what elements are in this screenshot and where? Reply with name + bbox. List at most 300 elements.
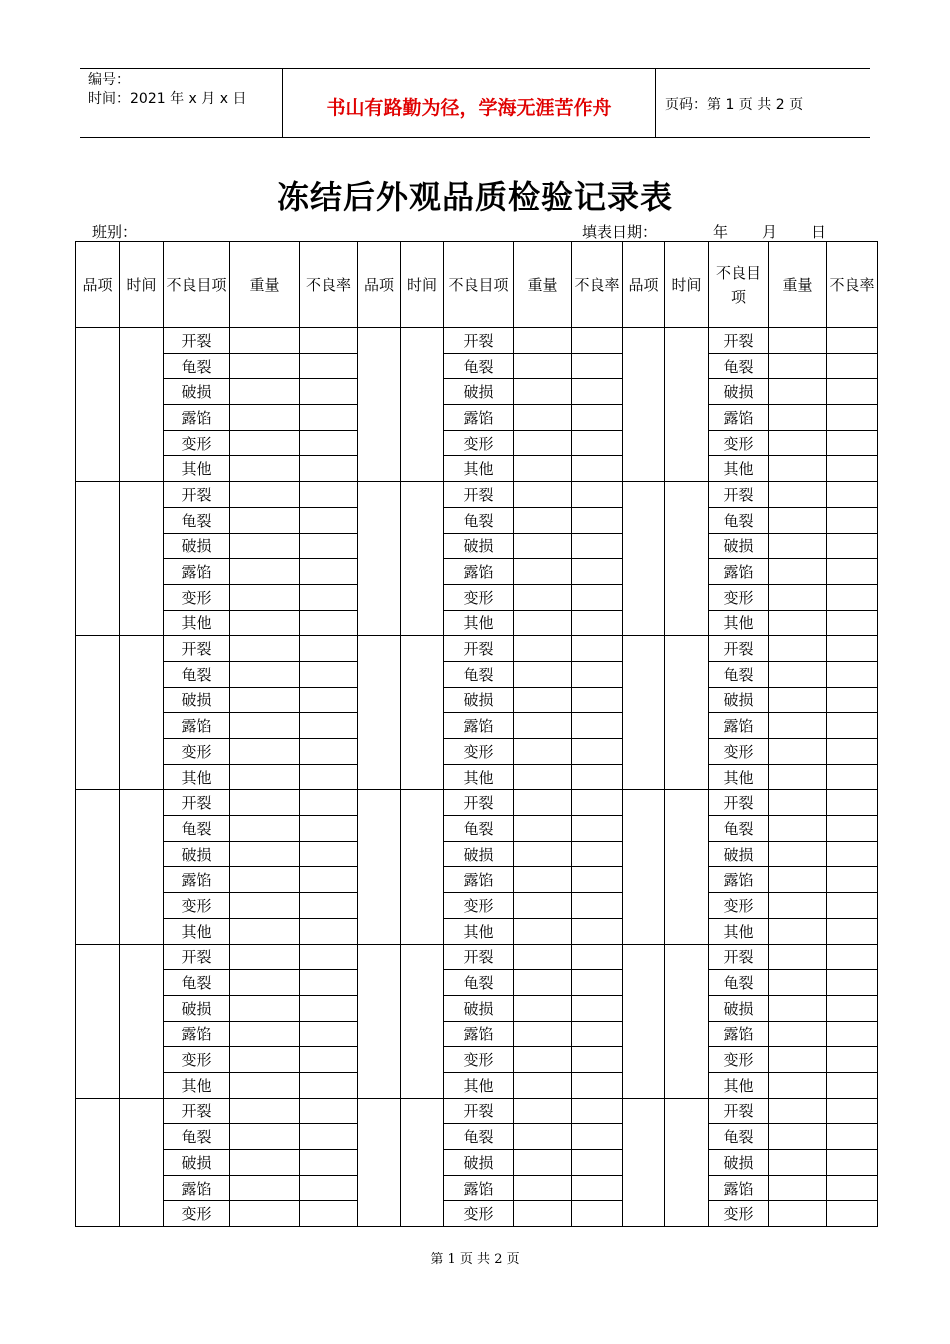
rate-cell[interactable] <box>572 482 623 508</box>
weight-cell[interactable] <box>230 816 300 842</box>
col-weight: 重量 <box>769 242 827 328</box>
weight-cell[interactable] <box>230 456 300 482</box>
weight-cell[interactable] <box>514 584 572 610</box>
time-cell[interactable] <box>665 328 709 482</box>
weight-cell[interactable] <box>769 1201 827 1227</box>
weight-cell[interactable] <box>514 405 572 431</box>
rate-cell[interactable] <box>827 893 878 919</box>
rate-cell[interactable] <box>572 353 623 379</box>
rate-cell[interactable] <box>572 1021 623 1047</box>
defect-label: 破损 <box>164 533 230 559</box>
weight-cell[interactable] <box>230 559 300 585</box>
weight-cell[interactable] <box>230 867 300 893</box>
weight-cell[interactable] <box>769 584 827 610</box>
defect-label: 其他 <box>444 918 514 944</box>
table-row <box>76 559 878 585</box>
rate-cell[interactable] <box>572 1175 623 1201</box>
rate-cell[interactable] <box>827 1201 878 1227</box>
time-cell[interactable] <box>401 1098 444 1226</box>
weight-cell[interactable] <box>514 482 572 508</box>
weight-cell[interactable] <box>769 1175 827 1201</box>
weight-cell[interactable] <box>769 328 827 354</box>
rate-cell[interactable] <box>572 764 623 790</box>
weight-cell[interactable] <box>514 790 572 816</box>
weight-cell[interactable] <box>230 790 300 816</box>
weight-cell[interactable] <box>769 867 827 893</box>
rate-cell[interactable] <box>572 584 623 610</box>
weight-cell[interactable] <box>514 661 572 687</box>
defect-label: 龟裂 <box>444 1124 514 1150</box>
item-cell[interactable] <box>623 790 665 944</box>
weight-cell[interactable] <box>230 1072 300 1098</box>
rate-cell[interactable] <box>300 610 358 636</box>
rate-cell[interactable] <box>572 970 623 996</box>
rate-cell[interactable] <box>827 918 878 944</box>
weight-cell[interactable] <box>230 764 300 790</box>
weight-cell[interactable] <box>769 661 827 687</box>
weight-cell[interactable] <box>514 1124 572 1150</box>
rate-cell[interactable] <box>572 918 623 944</box>
rate-cell[interactable] <box>827 1047 878 1073</box>
weight-cell[interactable] <box>514 739 572 765</box>
item-cell[interactable] <box>76 328 120 482</box>
rate-cell[interactable] <box>572 1201 623 1227</box>
time-cell[interactable] <box>120 944 164 1098</box>
rate-cell[interactable] <box>572 533 623 559</box>
table-row <box>76 739 878 765</box>
time-cell[interactable] <box>401 328 444 482</box>
table-row <box>76 584 878 610</box>
weight-cell[interactable] <box>769 507 827 533</box>
rate-cell[interactable] <box>827 559 878 585</box>
item-cell[interactable] <box>623 944 665 1098</box>
rate-cell[interactable] <box>572 687 623 713</box>
weight-cell[interactable] <box>514 1201 572 1227</box>
rate-cell[interactable] <box>300 1047 358 1073</box>
weight-cell[interactable] <box>514 1175 572 1201</box>
defect-label: 开裂 <box>709 328 769 354</box>
col-defect: 不良目项 <box>709 242 769 328</box>
col-time: 时间 <box>120 242 164 328</box>
item-cell[interactable] <box>76 1098 120 1226</box>
weight-cell[interactable] <box>769 739 827 765</box>
time-cell[interactable] <box>665 636 709 790</box>
rate-cell[interactable] <box>572 713 623 739</box>
rate-cell[interactable] <box>827 1150 878 1176</box>
weight-cell[interactable] <box>514 944 572 970</box>
weight-cell[interactable] <box>514 893 572 919</box>
rate-cell[interactable] <box>827 379 878 405</box>
weight-cell[interactable] <box>769 1124 827 1150</box>
col-time: 时间 <box>665 242 709 328</box>
rate-cell[interactable] <box>300 1098 358 1124</box>
time-cell[interactable] <box>401 482 444 636</box>
defect-label: 露馅 <box>164 1175 230 1201</box>
item-cell[interactable] <box>358 1098 401 1226</box>
weight-cell[interactable] <box>514 610 572 636</box>
rate-cell[interactable] <box>300 816 358 842</box>
weight-cell[interactable] <box>230 944 300 970</box>
rate-cell[interactable] <box>827 764 878 790</box>
table-row <box>76 430 878 456</box>
defect-label: 其他 <box>444 456 514 482</box>
rate-cell[interactable] <box>300 661 358 687</box>
weight-cell[interactable] <box>769 944 827 970</box>
weight-cell[interactable] <box>230 430 300 456</box>
rate-cell[interactable] <box>827 533 878 559</box>
rate-cell[interactable] <box>827 790 878 816</box>
weight-cell[interactable] <box>230 918 300 944</box>
defect-label: 破损 <box>444 533 514 559</box>
weight-cell[interactable] <box>230 353 300 379</box>
col-weight: 重量 <box>514 242 572 328</box>
defect-label: 开裂 <box>709 482 769 508</box>
weight-cell[interactable] <box>514 379 572 405</box>
rate-cell[interactable] <box>572 379 623 405</box>
weight-cell[interactable] <box>769 764 827 790</box>
rate-cell[interactable] <box>827 1021 878 1047</box>
rate-cell[interactable] <box>300 918 358 944</box>
weight-cell[interactable] <box>514 559 572 585</box>
rate-cell[interactable] <box>572 1072 623 1098</box>
time-cell[interactable] <box>665 1098 709 1226</box>
rate-cell[interactable] <box>572 559 623 585</box>
weight-cell[interactable] <box>514 507 572 533</box>
weight-cell[interactable] <box>230 328 300 354</box>
weight-cell[interactable] <box>514 687 572 713</box>
weight-cell[interactable] <box>769 1047 827 1073</box>
table-row <box>76 610 878 636</box>
weight-cell[interactable] <box>514 533 572 559</box>
time-cell[interactable] <box>401 636 444 790</box>
weight-cell[interactable] <box>230 713 300 739</box>
rate-cell[interactable] <box>300 405 358 431</box>
rate-cell[interactable] <box>827 1072 878 1098</box>
rate-cell[interactable] <box>300 430 358 456</box>
rate-cell[interactable] <box>572 944 623 970</box>
weight-cell[interactable] <box>769 995 827 1021</box>
rate-cell[interactable] <box>300 1175 358 1201</box>
rate-cell[interactable] <box>300 867 358 893</box>
rate-cell[interactable] <box>572 405 623 431</box>
rate-cell[interactable] <box>300 995 358 1021</box>
time-cell[interactable] <box>120 636 164 790</box>
rate-cell[interactable] <box>572 661 623 687</box>
table-row <box>76 893 878 919</box>
time-cell[interactable] <box>120 482 164 636</box>
time-cell[interactable] <box>665 482 709 636</box>
weight-cell[interactable] <box>769 1072 827 1098</box>
weight-cell[interactable] <box>769 379 827 405</box>
defect-label: 龟裂 <box>164 970 230 996</box>
item-cell[interactable] <box>76 944 120 1098</box>
rate-cell[interactable] <box>572 1098 623 1124</box>
weight-cell[interactable] <box>514 1047 572 1073</box>
rate-cell[interactable] <box>300 507 358 533</box>
time-cell[interactable] <box>401 790 444 944</box>
defect-label: 其他 <box>164 456 230 482</box>
weight-cell[interactable] <box>769 636 827 662</box>
defect-label: 其他 <box>164 918 230 944</box>
rate-cell[interactable] <box>827 507 878 533</box>
rate-cell[interactable] <box>300 1072 358 1098</box>
rate-cell[interactable] <box>572 1150 623 1176</box>
weight-cell[interactable] <box>230 1021 300 1047</box>
weight-cell[interactable] <box>514 764 572 790</box>
weight-cell[interactable] <box>769 482 827 508</box>
defect-label: 开裂 <box>444 790 514 816</box>
rate-cell[interactable] <box>300 944 358 970</box>
table-row <box>76 507 878 533</box>
rate-cell[interactable] <box>827 739 878 765</box>
weight-cell[interactable] <box>230 893 300 919</box>
defect-label: 变形 <box>709 584 769 610</box>
rate-cell[interactable] <box>300 1021 358 1047</box>
item-cell[interactable] <box>76 482 120 636</box>
rate-cell[interactable] <box>827 405 878 431</box>
rate-cell[interactable] <box>572 430 623 456</box>
table-row <box>76 1175 878 1201</box>
rate-cell[interactable] <box>827 482 878 508</box>
defect-label: 龟裂 <box>444 661 514 687</box>
item-cell[interactable] <box>358 790 401 944</box>
weight-cell[interactable] <box>769 1021 827 1047</box>
rate-cell[interactable] <box>572 1124 623 1150</box>
weight-cell[interactable] <box>769 713 827 739</box>
rate-cell[interactable] <box>827 456 878 482</box>
weight-cell[interactable] <box>230 995 300 1021</box>
col-time: 时间 <box>401 242 444 328</box>
rate-cell[interactable] <box>572 507 623 533</box>
rate-cell[interactable] <box>300 328 358 354</box>
rate-cell[interactable] <box>827 328 878 354</box>
defect-label: 露馅 <box>444 867 514 893</box>
weight-cell[interactable] <box>514 995 572 1021</box>
weight-cell[interactable] <box>230 1124 300 1150</box>
defect-label: 变形 <box>164 739 230 765</box>
weight-cell[interactable] <box>230 1047 300 1073</box>
rate-cell[interactable] <box>572 739 623 765</box>
weight-cell[interactable] <box>769 405 827 431</box>
rate-cell[interactable] <box>300 559 358 585</box>
item-cell[interactable] <box>623 328 665 482</box>
defect-label: 龟裂 <box>709 970 769 996</box>
weight-cell[interactable] <box>230 405 300 431</box>
rate-cell[interactable] <box>827 841 878 867</box>
col-item: 品项 <box>623 242 665 328</box>
rate-cell[interactable] <box>300 456 358 482</box>
defect-label: 露馅 <box>709 1021 769 1047</box>
defect-label: 龟裂 <box>444 816 514 842</box>
rate-cell[interactable] <box>300 533 358 559</box>
item-cell[interactable] <box>623 636 665 790</box>
weight-cell[interactable] <box>230 610 300 636</box>
defect-label: 龟裂 <box>444 353 514 379</box>
weight-cell[interactable] <box>769 841 827 867</box>
time-cell[interactable] <box>665 790 709 944</box>
weight-cell[interactable] <box>514 970 572 996</box>
rate-cell[interactable] <box>827 816 878 842</box>
defect-label: 龟裂 <box>709 507 769 533</box>
weight-cell[interactable] <box>514 430 572 456</box>
defect-label: 露馅 <box>709 405 769 431</box>
rate-cell[interactable] <box>827 1098 878 1124</box>
rate-cell[interactable] <box>300 687 358 713</box>
inspection-table <box>75 241 878 1227</box>
weight-cell[interactable] <box>230 739 300 765</box>
weight-cell[interactable] <box>230 841 300 867</box>
item-cell[interactable] <box>358 482 401 636</box>
weight-cell[interactable] <box>230 1098 300 1124</box>
weight-cell[interactable] <box>769 533 827 559</box>
weight-cell[interactable] <box>769 893 827 919</box>
weight-cell[interactable] <box>230 533 300 559</box>
rate-cell[interactable] <box>300 353 358 379</box>
weight-cell[interactable] <box>230 970 300 996</box>
weight-cell[interactable] <box>514 918 572 944</box>
table-body <box>76 328 878 1227</box>
weight-cell[interactable] <box>514 1021 572 1047</box>
rate-cell[interactable] <box>572 328 623 354</box>
rate-cell[interactable] <box>300 1201 358 1227</box>
weight-cell[interactable] <box>769 1098 827 1124</box>
weight-cell[interactable] <box>230 379 300 405</box>
defect-label: 开裂 <box>709 1098 769 1124</box>
weight-cell[interactable] <box>769 970 827 996</box>
weight-cell[interactable] <box>514 713 572 739</box>
rate-cell[interactable] <box>827 636 878 662</box>
weight-cell[interactable] <box>514 841 572 867</box>
rate-cell[interactable] <box>827 1124 878 1150</box>
defect-label: 开裂 <box>164 482 230 508</box>
rate-cell[interactable] <box>300 739 358 765</box>
rate-cell[interactable] <box>300 893 358 919</box>
rate-cell[interactable] <box>572 636 623 662</box>
weight-cell[interactable] <box>769 1150 827 1176</box>
time-cell[interactable] <box>401 944 444 1098</box>
weight-cell[interactable] <box>514 328 572 354</box>
rate-cell[interactable] <box>827 430 878 456</box>
fill-date-label: 填表日期： <box>582 223 658 241</box>
item-cell[interactable] <box>76 790 120 944</box>
weight-cell[interactable] <box>514 456 572 482</box>
weight-cell[interactable] <box>514 1150 572 1176</box>
rate-cell[interactable] <box>300 584 358 610</box>
item-cell[interactable] <box>358 328 401 482</box>
item-cell[interactable] <box>76 636 120 790</box>
rate-cell[interactable] <box>572 893 623 919</box>
rate-cell[interactable] <box>827 995 878 1021</box>
weight-cell[interactable] <box>514 867 572 893</box>
rate-cell[interactable] <box>300 379 358 405</box>
weight-cell[interactable] <box>230 636 300 662</box>
rate-cell[interactable] <box>300 841 358 867</box>
time-cell[interactable] <box>120 1098 164 1226</box>
weight-cell[interactable] <box>769 353 827 379</box>
table-row <box>76 995 878 1021</box>
weight-cell[interactable] <box>769 559 827 585</box>
item-cell[interactable] <box>358 944 401 1098</box>
weight-cell[interactable] <box>230 507 300 533</box>
weight-cell[interactable] <box>769 610 827 636</box>
rate-cell[interactable] <box>827 970 878 996</box>
item-cell[interactable] <box>623 1098 665 1226</box>
rate-cell[interactable] <box>572 867 623 893</box>
rate-cell[interactable] <box>300 1150 358 1176</box>
rate-cell[interactable] <box>572 456 623 482</box>
rate-cell[interactable] <box>827 867 878 893</box>
rate-cell[interactable] <box>572 995 623 1021</box>
rate-cell[interactable] <box>300 764 358 790</box>
item-cell[interactable] <box>623 482 665 636</box>
weight-cell[interactable] <box>769 456 827 482</box>
time-cell[interactable] <box>120 790 164 944</box>
defect-label: 变形 <box>444 584 514 610</box>
defect-label: 变形 <box>164 893 230 919</box>
defect-label: 露馅 <box>444 713 514 739</box>
weight-cell[interactable] <box>230 482 300 508</box>
rate-cell[interactable] <box>572 610 623 636</box>
weight-cell[interactable] <box>769 687 827 713</box>
rate-cell[interactable] <box>827 661 878 687</box>
weight-cell[interactable] <box>514 1098 572 1124</box>
weight-cell[interactable] <box>230 1150 300 1176</box>
rate-cell[interactable] <box>827 1175 878 1201</box>
weight-cell[interactable] <box>514 816 572 842</box>
weight-cell[interactable] <box>230 584 300 610</box>
rate-cell[interactable] <box>827 944 878 970</box>
rate-cell[interactable] <box>827 353 878 379</box>
page-footer: 第 1 页 共 2 页 <box>430 1252 520 1267</box>
table-row <box>76 687 878 713</box>
rate-cell[interactable] <box>827 713 878 739</box>
weight-cell[interactable] <box>230 1175 300 1201</box>
weight-cell[interactable] <box>769 918 827 944</box>
weight-cell[interactable] <box>230 1201 300 1227</box>
weight-cell[interactable] <box>514 1072 572 1098</box>
rate-cell[interactable] <box>572 790 623 816</box>
rate-cell[interactable] <box>300 970 358 996</box>
item-cell[interactable] <box>358 636 401 790</box>
weight-cell[interactable] <box>769 430 827 456</box>
rate-cell[interactable] <box>300 790 358 816</box>
page-title: 冻结后外观品质检验记录表 <box>276 178 673 216</box>
time-cell[interactable] <box>120 328 164 482</box>
weight-cell[interactable] <box>769 816 827 842</box>
weight-cell[interactable] <box>769 790 827 816</box>
rate-cell[interactable] <box>300 482 358 508</box>
table-row <box>76 1047 878 1073</box>
rate-cell[interactable] <box>300 1124 358 1150</box>
rate-cell[interactable] <box>827 584 878 610</box>
rate-cell[interactable] <box>827 687 878 713</box>
defect-label: 其他 <box>709 610 769 636</box>
defect-label: 其他 <box>164 610 230 636</box>
rate-cell[interactable] <box>572 816 623 842</box>
defect-label: 露馅 <box>709 1175 769 1201</box>
weight-cell[interactable] <box>230 687 300 713</box>
rate-cell[interactable] <box>827 610 878 636</box>
rate-cell[interactable] <box>572 841 623 867</box>
rate-cell[interactable] <box>572 1047 623 1073</box>
time-cell[interactable] <box>665 944 709 1098</box>
defect-label: 露馅 <box>709 867 769 893</box>
weight-cell[interactable] <box>514 353 572 379</box>
weight-cell[interactable] <box>230 661 300 687</box>
weight-cell[interactable] <box>514 636 572 662</box>
rate-cell[interactable] <box>300 636 358 662</box>
rate-cell[interactable] <box>300 713 358 739</box>
